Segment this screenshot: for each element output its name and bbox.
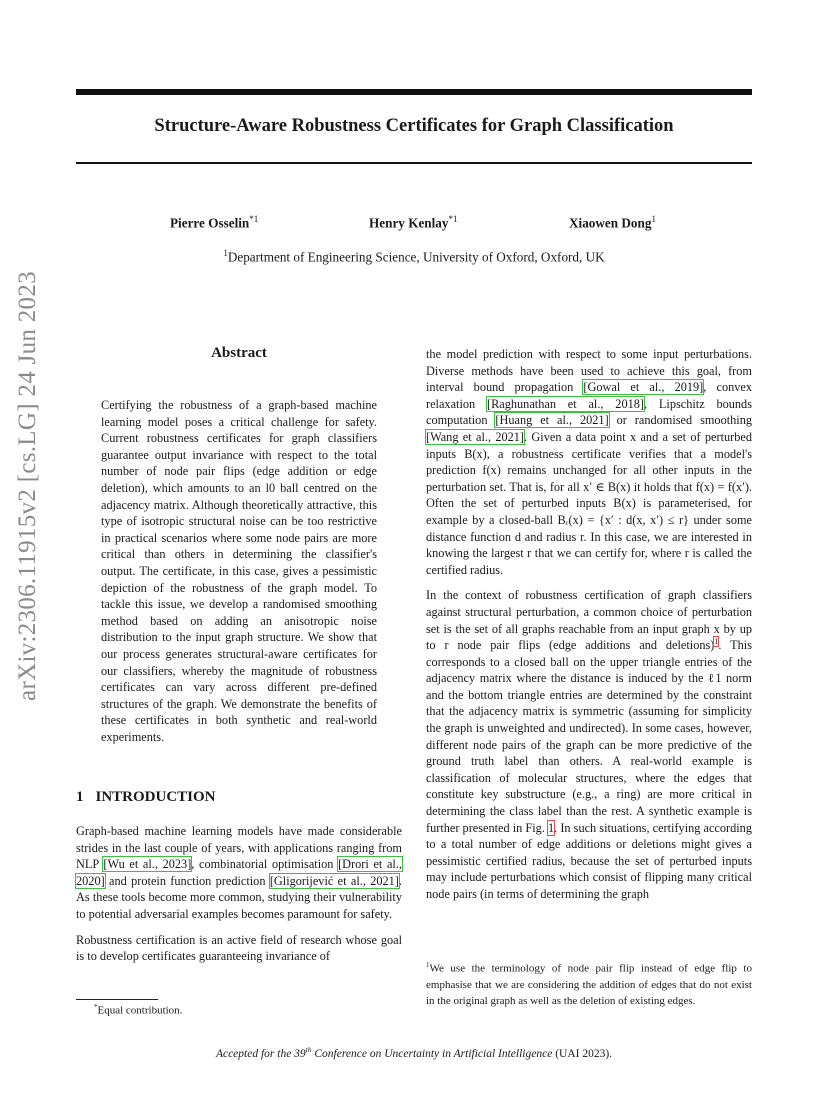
footnote-right: $^1$We use the terminology of node pair flip instead of edge flip to emphasise that we are considering the addition of edges that do not exist in the original graph as well as the deletion of existing edges. — [426, 961, 752, 1007]
citation-link[interactable]: [Gowal et al., 2019] — [583, 380, 704, 395]
intro-paragraph-1: Graph-based machine learning models have made considerable strides in the last couple of years, with applications ranging from NLP [Wu et al., 2023], combinatorial optimisation [Drori et al., 2020] and protein function prediction [Gligorijević et al., 2021]. As these tools become more common, studying their vulnerability to potential adversarial examples becomes paramount for safety. — [76, 824, 402, 921]
right-column-text — [426, 346, 752, 912]
arxiv-stamp: arXiv:2306.11915v2 [cs.LG] 24 Jun 2023 — [14, 271, 41, 701]
paper-title: Structure-Aware Robustness Certificates for Graph Classification — [154, 116, 674, 136]
citation-link[interactable]: [Wang et al., 2021] — [426, 429, 525, 444]
footnote-left: *Equal contribution. — [94, 1003, 183, 1017]
footnote-rule — [76, 999, 158, 1000]
intro-paragraph-3: the model prediction with respect to some input perturbations. Diverse methods have been used to achieve this goal, from interval bound propagation [Gowal et al., 2019], convex relaxation [Raghunathan et al., 2018], Lipschitz bounds computation [Huang et al., 2021] or randomised smoothing [Wang et al., 2021]. Given a data point x and a set of perturbed inputs B(x), a robustness certificate verifies that a model's prediction f(x) remains unchanged for all other inputs in the perturbation set. That is, for all x′ ∈ B(x) it holds that f(x) = f(x′). Often the set of perturbed inputs B(x) is parameterised, for example by a closed-ball Bᵣ(x) = {x′ : d(x, x′) ≤ r} under some distance function d and radius r. In this case, we are interested in knowing the largest r that we can certify for, where r is called the certified radius. — [426, 347, 753, 577]
section-heading: 1 INTRODUCTION — [76, 789, 216, 805]
abstract-text: Certifying the robustness of a graph-based machine learning model poses a critical challenge for safety. Current robustness certificates for graph classifiers guarantee output invariance with respect to the total number of node pair flips (edge addition or edge deletion), which amounts to an l0 ball centred on the adjacency matrix. Although theoretically attractive, this type of isotropic structural noise can be too restrictive in practical scenarios where some node pairs are more critical than others in determining the classifier's output. The certificate, in this case, gives a pessimistic depiction of the robustness of the graph model. To tackle this issue, we develop a randomised smoothing method based on adding an anisotropic noise distribution to the input graph structure. We show that our process generates structural-aware certificates for our classifiers, whereby the magnitude of robustness certificates can vary across different pre-defined structures of the graph. We demonstrate the benefits of these certificates in both synthetic and real-world experiments. — [101, 398, 377, 744]
left-column-text — [76, 823, 402, 974]
abstract-heading: Abstract — [211, 345, 267, 361]
title-bottom-rule — [76, 162, 752, 164]
title-top-rule — [76, 89, 752, 95]
footnote-link[interactable]: 1 — [714, 637, 719, 646]
figure-link[interactable]: 1 — [548, 820, 555, 835]
citation-link[interactable]: [Wu et al., 2023] — [103, 857, 192, 872]
citation-link[interactable]: [Raghunathan et al., 2018] — [486, 396, 644, 411]
citation-link[interactable]: [Gligorijević et al., 2021] — [269, 873, 399, 888]
author-3: Xiaowen Dong$^1$ — [569, 214, 656, 231]
citation-link[interactable]: [Huang et al., 2021] — [495, 413, 609, 428]
author-2: Henry Kenlay$^{*1}$ — [369, 214, 458, 231]
author-1: Pierre Osselin$^{*1}$ — [170, 214, 259, 231]
intro-paragraph-2: Robustness certification is an active field of research whose goal is to develop certificates guaranteeing invariance of — [76, 932, 402, 964]
affiliation: $^1$Department of Engineering Science, University of Oxford, Oxford, UK — [223, 248, 605, 265]
citation-link[interactable]: [Drori et al., 2020] — [76, 857, 402, 888]
intro-paragraph-4: In the context of robustness certification of graph classifiers against structural perturbation, a common choice of perturbation set is the set of all graphs reachable from an input graph x by up to r node pair flips (edge additions and deletions)$^1$. This corresponds to a closed ball on the upper triangle entries of the adjacency matrix where the distance is induced by the ℓ1 norm and the bottom triangle entries are determined by the constraint that the adjacency matrix is symmetric (assuming for simplicity the graph is unweighted and undirected). In some cases, however, different node pairs of the graph can be more predictive of the ground truth label than others. A real-world example is classification of molecular structures, where the edges that constitute key substructure (e.g., a ring) are more critical in determining the class label than the rest. A synthetic example is further presented in Fig. 1. In such situations, certifying according to a total number of edge additions or deletions might gives a pessimistic certified radius, because the set of perturbed inputs may include perturbations which consist of flipping many critical node pairs (in terms of determining the graph — [426, 588, 752, 901]
conference-note: Accepted for the 39th Conference on Uncertainty in Artificial Intelligence (UAI 2023). — [215, 1045, 613, 1060]
